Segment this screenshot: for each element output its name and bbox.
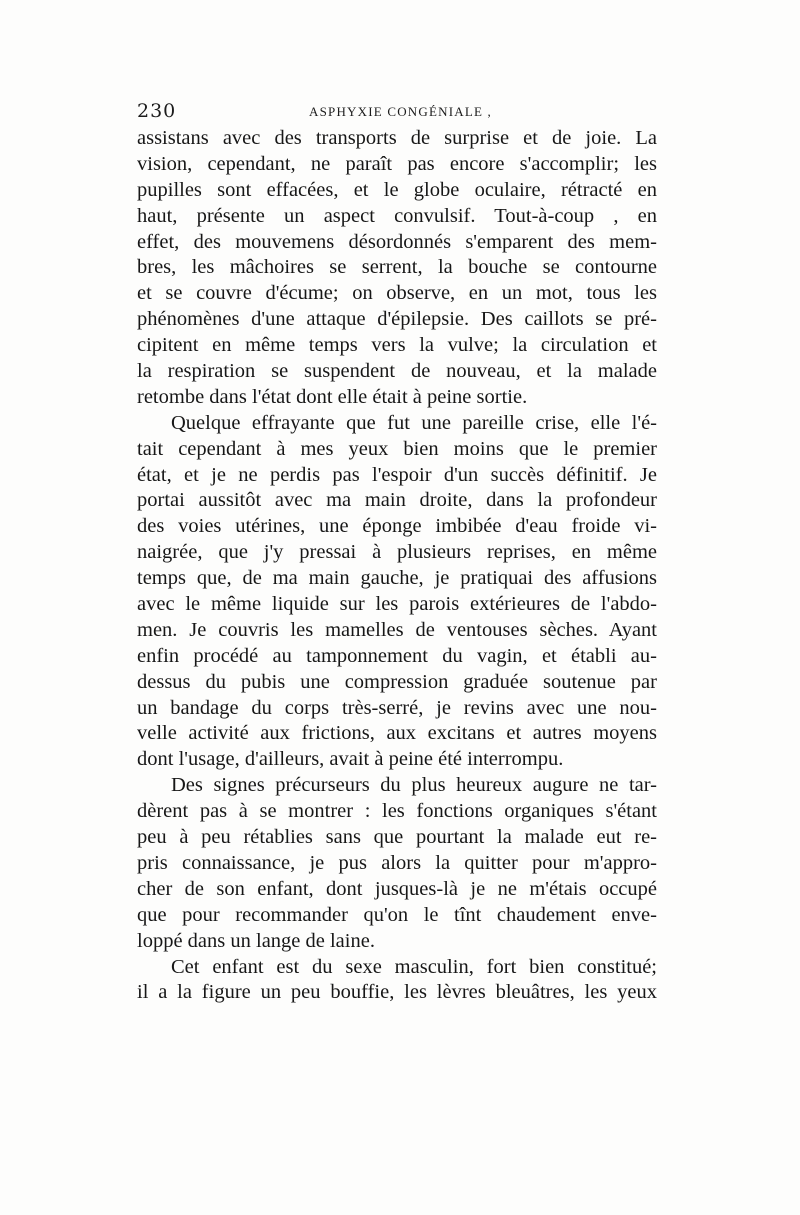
text-line: effet, des mouvemens désordonnés s'emparent des mem- (137, 230, 657, 253)
text-line: naigrée, que j'y pressai à plusieurs reprises, en même (137, 541, 657, 564)
text-line: loppé dans un lange de laine. (137, 929, 375, 952)
text-line: dèrent pas à se montrer : les fonctions organiques s'étant (137, 800, 657, 823)
text-line: retombe dans l'état dont elle était à peine sortie. (137, 385, 528, 408)
body-text (137, 126, 657, 1006)
text-line: men. Je couvris les mamelles de ventouses sèches. Ayant (137, 618, 657, 641)
text-line: Quelque effrayante que fut une pareille crise, elle l'é- (171, 411, 657, 434)
text-line: Cet enfant est du sexe masculin, fort bien constitué; (171, 955, 657, 978)
text-line: velle activité aux frictions, aux excitans et autres moyens (137, 722, 657, 745)
text-line: phénomènes d'une attaque d'épilepsie. Des caillots se pré- (137, 308, 657, 331)
text-line: avec le même liquide sur les parois extérieures de l'abdo- (137, 593, 657, 616)
text-line: il a la figure un peu bouffie, les lèvres bleuâtres, les yeux (137, 981, 657, 1004)
page-header (137, 100, 657, 124)
text-line: haut, présente un aspect convulsif. Tout-à-coup , en (137, 204, 657, 227)
text-line: temps que, de ma main gauche, je pratiquai des affusions (137, 567, 657, 590)
text-line: la respiration se suspendent de nouveau, et la malade (137, 360, 657, 383)
text-line: dessus du pubis une compression graduée soutenue par (137, 670, 657, 693)
text-line: un bandage du corps très-serré, je revins avec une nou- (137, 696, 657, 719)
text-line: assistans avec des transports de surprise et de joie. La (137, 127, 657, 149)
text-line: pris connaissance, je pus alors la quitter pour m'appro- (137, 851, 657, 874)
text-line: et se couvre d'écume; on observe, en un mot, tous les (137, 282, 657, 305)
text-line: pupilles sont effacées, et le globe oculaire, rétracté en (137, 178, 657, 201)
text-line: bres, les mâchoires se serrent, la bouche se contourne (137, 256, 657, 279)
text-line: que pour recommander qu'on le tînt chaudement enve- (137, 903, 657, 926)
text-line: peu à peu rétablies sans que pourtant la malade eut re- (137, 826, 657, 849)
running-title: ASPHYXIE CONGÉNIALE , (309, 104, 492, 119)
page-number: 230 (137, 100, 177, 122)
text-line: état, et je ne perdis pas l'espoir d'un succès définitif. Je (137, 463, 657, 486)
text-line: des voies utérines, une éponge imbibée d'eau froide vi- (137, 515, 657, 538)
text-line: cipitent en même temps vers la vulve; la circulation et (137, 334, 657, 357)
text-line: dont l'usage, d'ailleurs, avait à peine été interrompu. (137, 748, 564, 771)
text-line: vision, cependant, ne paraît pas encore s'accomplir; les (137, 152, 657, 175)
text-line: portai aussitôt avec ma main droite, dans la profondeur (137, 489, 657, 512)
text-line: enfin procédé au tamponnement du vagin, et établi au- (137, 644, 657, 667)
text-line: Des signes précurseurs du plus heureux augure ne tar- (171, 774, 657, 797)
text-line: tait cependant à mes yeux bien moins que le premier (137, 437, 657, 460)
text-line: cher de son enfant, dont jusques-là je ne m'étais occupé (137, 877, 657, 900)
